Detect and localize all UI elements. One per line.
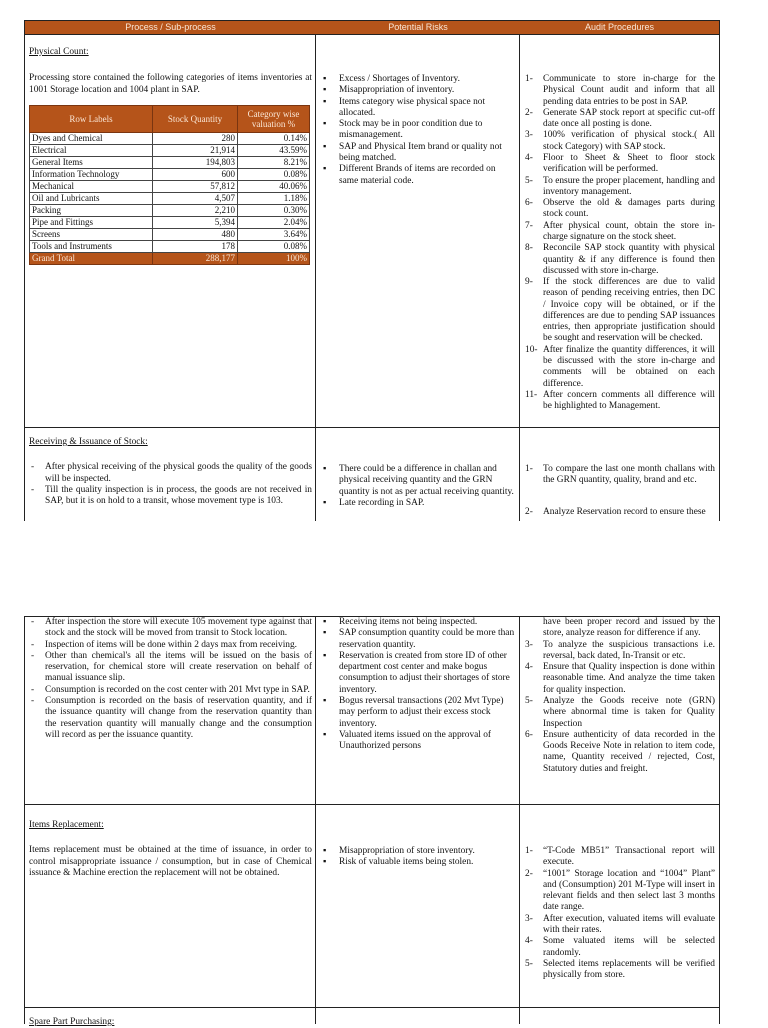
risk-item: ▪ There could be a difference in challan and physical receiving quantity and the GRN quantity is not as per actual receiving quantity. (321, 464, 516, 498)
stock-quantity: 4,507 (153, 192, 238, 204)
row-label: General Items (30, 156, 153, 168)
procedure-text: “T-Code MB51” Transactional report will execute. (543, 846, 715, 868)
procedure-item (525, 914, 715, 937)
spare-part-process (29, 1017, 312, 1028)
risk-item: ▪ SAP consumption quantity could be more than reservation quantity. (321, 628, 516, 651)
procedure-text: To compare the last one month challans with the GRN quantity, quality, brand and etc. (543, 464, 715, 486)
procedure-text: After finalize the quantity differences, it will be discussed with the store in-charge and comments will be obtained on each difference. (543, 344, 715, 389)
table-row (30, 168, 310, 180)
total-quantity: 288,177 (153, 252, 238, 264)
inventory-col-header: Category wise valuation % (238, 105, 310, 132)
stock-quantity: 178 (153, 240, 238, 252)
procedure-text: To ensure the proper placement, handling and inventory management. (543, 175, 715, 197)
risk-item: ▪ Excess / Shortages of Inventory. (321, 74, 516, 85)
replacement-risks (321, 846, 516, 869)
valuation-percent: 0.14% (238, 132, 310, 144)
receiving-process-part-2 (29, 617, 312, 741)
procedure-continuation: have been proper record and issued by the store, analyze reason for difference if any. (543, 617, 715, 639)
process-step: - After physical receiving of the physical goods the quality of the goods will be inspected. (29, 462, 312, 485)
total-label: Grand Total (30, 252, 153, 264)
procedure-item (525, 464, 715, 487)
process-step: - Consumption is recorded on the cost center with 201 Mvt type in SAP. (29, 685, 312, 696)
procedure-number: 10- (525, 344, 538, 355)
row-divider (25, 804, 719, 805)
procedure-number: 1- (525, 74, 533, 84)
section-title-physical-count: Physical Count: (29, 47, 89, 57)
procedure-number: 2- (525, 868, 533, 879)
risk-item: ▪ Late recording in SAP. (321, 498, 516, 509)
table-row (30, 156, 310, 168)
process-step: - Inspection of items will be done within 2 days max from receiving. (29, 640, 312, 651)
table-row (30, 180, 310, 192)
stock-quantity: 600 (153, 168, 238, 180)
section-title-replacement: Items Replacement: (29, 820, 104, 830)
table-row (30, 204, 310, 216)
procedure-text: To analyze the suspicious transactions i.e. reversal, back dated, In-Transit or etc. (543, 639, 715, 661)
table-row (30, 192, 310, 204)
procedure-number: 3- (525, 130, 533, 141)
row-label: Information Technology (30, 168, 153, 180)
procedure-item (525, 130, 715, 153)
header-procedures: Audit Procedures (584, 22, 655, 32)
row-label: Screens (30, 228, 153, 240)
risk-item: ▪ Misappropriation of store inventory. (321, 846, 516, 857)
valuation-percent: 0.08% (238, 168, 310, 180)
audit-table-part-1 (24, 20, 720, 521)
procedure-text: Reconcile SAP stock quantity with physical quantity & if any difference is found then discussed with store in-charge. (543, 243, 715, 276)
section-title-receiving: Receiving & Issuance of Stock: (29, 437, 148, 447)
procedure-text: Ensure authenticity of data recorded in the Goods Receive Note in relation to item code, name, Quantity received / rejected, Cost, Statutory duties and freight. (543, 729, 715, 774)
procedure-number: 2- (525, 107, 533, 118)
procedure-text: Selected items replacements will be verified physically from store. (543, 958, 715, 981)
procedure-number: 2- (525, 506, 533, 517)
procedure-number: 6- (525, 198, 533, 209)
stock-quantity: 280 (153, 132, 238, 144)
procedure-number: 9- (525, 277, 533, 288)
procedure-number: 6- (525, 729, 533, 740)
physical-count-risks (321, 74, 516, 187)
procedure-text: 100% verification of physical stock.( All stock Category) with SAP stock. (543, 130, 715, 152)
process-step: - Other than chemical's all the items will be issued on the basis of reservation, for chemical store will create reservation on behalf of manual issuance slip. (29, 651, 312, 685)
replacement-procedures (525, 846, 715, 981)
inventory-total-row (30, 252, 310, 264)
physical-count-process (29, 47, 312, 265)
row-label: Pipe and Fittings (30, 216, 153, 228)
risk-item: ▪ SAP and Physical Item brand or quality not being matched. (321, 142, 516, 165)
procedure-item (525, 108, 715, 131)
procedure-number: 1- (525, 846, 533, 856)
procedure-text: “1001” Storage location and “1004” Plant” and (Consumption) 201 M-Type will insert in relevant fields and then select last 3 months date range. (543, 868, 715, 913)
risk-item: ▪ Bogus reversal transactions (202 Mvt Type) may perform to adjust their excess stock inventory. (321, 696, 516, 730)
table-row (30, 228, 310, 240)
receiving-procedures-part-2 (525, 617, 715, 775)
valuation-percent: 0.30% (238, 204, 310, 216)
header-risks: Potential Risks (388, 22, 448, 32)
valuation-percent: 43.59% (238, 144, 310, 156)
procedure-item (525, 730, 715, 775)
procedure-item (525, 959, 715, 982)
row-divider (25, 427, 719, 428)
procedure-item (525, 662, 715, 696)
row-divider (25, 1007, 719, 1008)
table-row (30, 132, 310, 144)
procedure-number: 3- (525, 913, 533, 924)
procedure-number: 5- (525, 958, 533, 969)
replacement-process (29, 820, 312, 879)
table-header (25, 21, 719, 35)
row-label: Packing (30, 204, 153, 216)
procedure-item (525, 936, 715, 959)
procedure-text: Analyze the Goods receive note (GRN) where abnormal time is taken for Quality Inspection (543, 695, 715, 729)
risk-item: ▪ Items category wise physical space not allocated. (321, 97, 516, 120)
inventory-col-header: Stock Quantity (153, 105, 238, 132)
valuation-percent: 0.08% (238, 240, 310, 252)
stock-quantity: 5,394 (153, 216, 238, 228)
procedure-item (525, 176, 715, 199)
procedure-number: 1- (525, 464, 533, 474)
row-label: Oil and Lubricants (30, 192, 153, 204)
procedure-item (525, 153, 715, 176)
valuation-percent: 2.04% (238, 216, 310, 228)
valuation-percent: 1.18% (238, 192, 310, 204)
replacement-text: Items replacement must be obtained at the time of issuance, in order to control misappropriate issuance / consumption, but in case of Chemical issuance & Machine erection the replacement will not be obtained. (29, 845, 312, 878)
valuation-percent: 3.64% (238, 228, 310, 240)
procedure-number: 5- (525, 175, 533, 186)
process-step: - After inspection the store will execute 105 movement type against that stock and the stock will be moved from transit to Stock location. (29, 617, 312, 640)
risk-item: ▪ Misappropriation of inventory. (321, 85, 516, 96)
stock-quantity: 21,914 (153, 144, 238, 156)
procedure-number: 4- (525, 662, 533, 673)
row-label: Tools and Instruments (30, 240, 153, 252)
receiving-procedures-part-1 (525, 464, 715, 518)
stock-quantity: 2,210 (153, 204, 238, 216)
header-process: Process / Sub-process (125, 22, 216, 32)
procedure-item (525, 277, 715, 345)
procedure-item (525, 869, 715, 914)
total-percent: 100% (238, 252, 310, 264)
risk-item: ▪ Valuated items issued on the approval of Unauthorized persons (321, 730, 516, 753)
procedure-item (525, 507, 715, 518)
procedure-text: Communicate to store in-charge for the Physical Count audit and inform that all pending data entries to be post in SAP. (543, 74, 715, 107)
inventory-col-header: Row Labels (30, 105, 153, 132)
procedure-item (525, 640, 715, 663)
physical-count-procedures (525, 74, 715, 412)
table-row (30, 240, 310, 252)
procedure-number: 3- (525, 639, 533, 650)
procedure-item (525, 846, 715, 869)
risk-item: ▪ Receiving items not being inspected. (321, 617, 516, 628)
risk-item: ▪ Risk of valuable items being stolen. (321, 857, 516, 868)
process-step: - Consumption is recorded on the basis of reservation quantity, and if the issuance quantity will change from the reservation quantity than the reservation quantity will manually change and the consumption will record as per the issuance quantity. (29, 696, 312, 741)
procedure-number: 4- (525, 152, 533, 163)
procedure-text: Floor to Sheet & Sheet to floor stock verification will be performed. (543, 152, 715, 175)
procedure-item (525, 243, 715, 277)
procedure-item (525, 345, 715, 390)
procedure-number: 4- (525, 936, 533, 947)
receiving-risks-part-2 (321, 617, 516, 752)
procedure-text: Observe the old & damages parts during stock count. (543, 198, 715, 220)
procedure-number: 8- (525, 243, 533, 254)
procedure-item (525, 221, 715, 244)
row-label: Dyes and Chemical (30, 132, 153, 144)
procedure-item (525, 390, 715, 413)
process-step: - Till the quality inspection is in process, the goods are not received in SAP, but it is on hold to a transit, whose movement type is 103. (29, 485, 312, 508)
stock-quantity: 480 (153, 228, 238, 240)
risk-item: ▪ Stock may be in poor condition due to mismanagement. (321, 119, 516, 142)
stock-quantity: 57,812 (153, 180, 238, 192)
table-row (30, 216, 310, 228)
procedure-text: After concern comments all difference will be highlighted to Management. (543, 389, 715, 412)
procedure-number: 7- (525, 220, 533, 231)
section-title-spare-part: Spare Part Purchasing: (29, 1017, 115, 1027)
physical-count-intro: Processing store contained the following categories of items inventories at 1001 Storage location and 1004 plant in SAP. (29, 73, 312, 95)
audit-table-part-2 (24, 616, 720, 1027)
inventory-table (29, 105, 310, 265)
risk-item: ▪ Reservation is created from store ID of other department cost center and make bogus consumption to adjust their shortages of store inventory. (321, 651, 516, 696)
procedure-item (525, 198, 715, 221)
risk-item: ▪ Different Brands of items are recorded on same material code. (321, 164, 516, 187)
stock-quantity: 194,803 (153, 156, 238, 168)
procedure-item (525, 696, 715, 730)
procedure-text: Generate SAP stock report at specific cut-off date once all posting is done. (543, 107, 715, 130)
row-label: Mechanical (30, 180, 153, 192)
procedure-item (525, 74, 715, 108)
procedure-text: After execution, valuated items will evaluate with their rates. (543, 913, 715, 935)
procedure-number: 5- (525, 695, 533, 706)
receiving-risks-part-1 (321, 464, 516, 509)
valuation-percent: 8.21% (238, 156, 310, 168)
procedure-text: Ensure that Quality inspection is done within reasonable time. And analyze the time taken for quality inspection. (543, 662, 715, 695)
procedure-number: 11- (525, 389, 538, 400)
procedure-text: If the stock differences are due to valid reason of pending receiving entries, then DC / Invoice copy will be obtained, or if the differences are due to pending SAP issuances entries, then appropriate justification should be sought and reservation will be checked. (543, 277, 715, 344)
procedure-text: Analyze Reservation record to ensure these (543, 506, 706, 517)
valuation-percent: 40.06% (238, 180, 310, 192)
procedure-text: Some valuated items will be selected randomly. (543, 936, 715, 958)
receiving-process-part-1 (29, 437, 312, 507)
procedure-text: After physical count, obtain the store in-charge signature on the stock sheet. (543, 220, 715, 242)
table-row (30, 144, 310, 156)
row-label: Electrical (30, 144, 153, 156)
